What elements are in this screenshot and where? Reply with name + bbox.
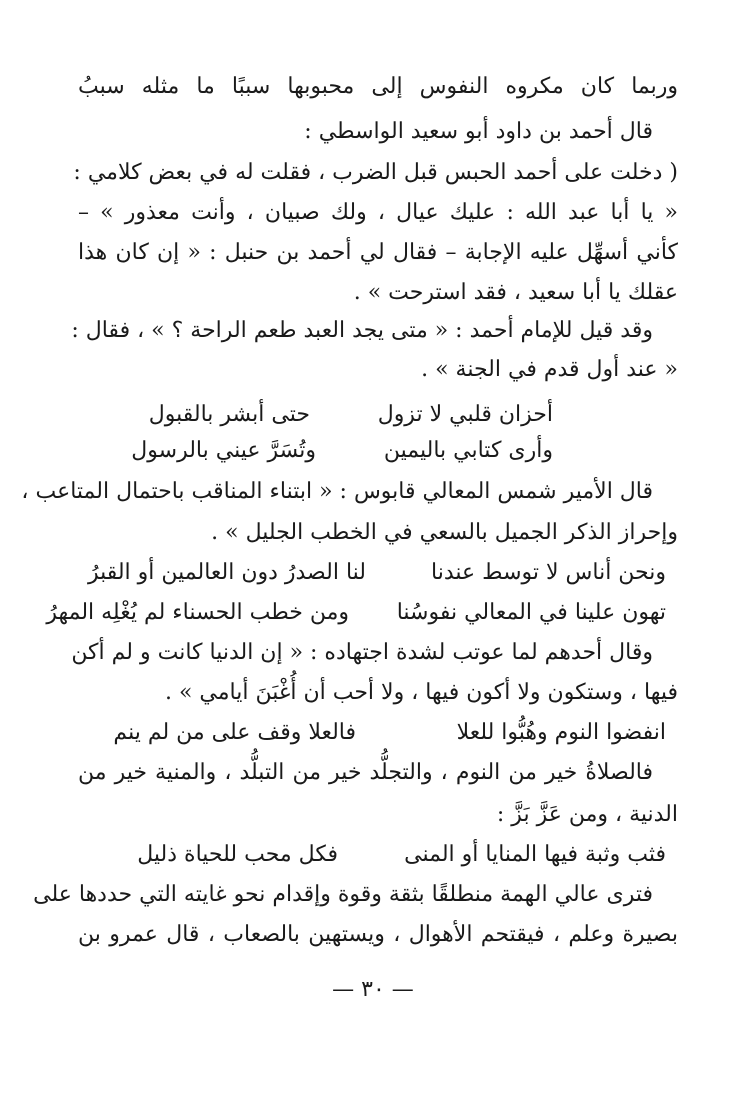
text-line-7: وقد قيل للإمام أحمد : « متى يجد العبد طعم الراحة ؟ » ، فقال :: [71, 318, 653, 343]
text-line-15: فترى عالي الهمة منطلقًا بثقة وقوة وإقدام نحو غايته التي حددها على: [33, 882, 653, 907]
text-line-2: قال أحمد بن داود أبو سعيد الواسطي :: [304, 119, 653, 144]
verse-2-first-hemistich: وأرى كتابي باليمين: [383, 438, 553, 463]
text-line-16: بصيرة وعلم ، فيقتحم الأهوال ، ويستهين بالصعاب ، قال عمرو بن: [78, 922, 678, 947]
verse-1-second-hemistich: حتى أبشر بالقبول: [148, 402, 310, 427]
verse-5-first-hemistich: انفضوا النوم وهُبُّوا للعلا: [456, 720, 666, 745]
verse-3-second-hemistich: لنا الصدرُ دون العالمين أو القبرُ: [87, 560, 366, 585]
text-line-3: ( دخلت على أحمد الحبس قبل الضرب ، فقلت له في بعض كلامي :: [73, 160, 678, 185]
text-line-5: كأني أسهِّل عليه الإجابة – فقال لي أحمد بن حنبل : « إن كان هذا: [78, 240, 678, 265]
text-line-11: وقال أحدهم لما عوتب لشدة اجتهاده : « إن الدنيا كانت و لم أكن: [71, 640, 653, 665]
verse-4-first-hemistich: تهون علينا في المعالي نفوسُنا: [396, 600, 666, 625]
verse-3-first-hemistich: ونحن أناس لا توسط عندنا: [431, 560, 666, 585]
verse-5-second-hemistich: فالعلا وقف على من لم ينم: [113, 720, 356, 745]
text-line-4: « يا أبا عبد الله : عليك عيال ، ولك صبيان ، وأنت معذور » –: [78, 200, 678, 225]
text-line-9: قال الأمير شمس المعالي قابوس : « ابتناء المناقب باحتمال المتاعب ،: [21, 479, 653, 504]
verse-line-1: وربما كان مكروه النفوس إلى محبوبها سببًا ما مثله سببُ: [78, 74, 678, 99]
verse-6-second-hemistich: فكل محب للحياة ذليل: [137, 842, 338, 867]
verse-1-first-hemistich: أحزان قلبي لا تزول: [377, 402, 553, 427]
verse-6-first-hemistich: فثب وثبة فيها المنايا أو المنى: [404, 842, 666, 867]
text-line-14: الدنية ، ومن عَزَّ بَزَّ :: [496, 802, 678, 827]
text-line-8: « عند أول قدم في الجنة » .: [421, 357, 678, 382]
verse-4-second-hemistich: ومن خطب الحسناء لم يُغْلِه المهرُ: [46, 600, 349, 625]
text-line-10: وإحراز الذكر الجميل بالسعي في الخطب الجليل » .: [211, 520, 678, 545]
text-line-6: عقلك يا أبا سعيد ، فقد استرحت » .: [353, 280, 678, 305]
text-line-13: فالصلاةُ خير من النوم ، والتجلُّد خير من التبلُّد ، والمنية خير من: [78, 760, 653, 785]
text-line-12: فيها ، وستكون ولا أكون فيها ، ولا أحب أن أُغْبَنَ أيامي » .: [164, 680, 678, 705]
verse-2-second-hemistich: وتُسَرَّ عيني بالرسول: [131, 438, 316, 463]
page-number: — ٣٠ —: [332, 977, 414, 1002]
